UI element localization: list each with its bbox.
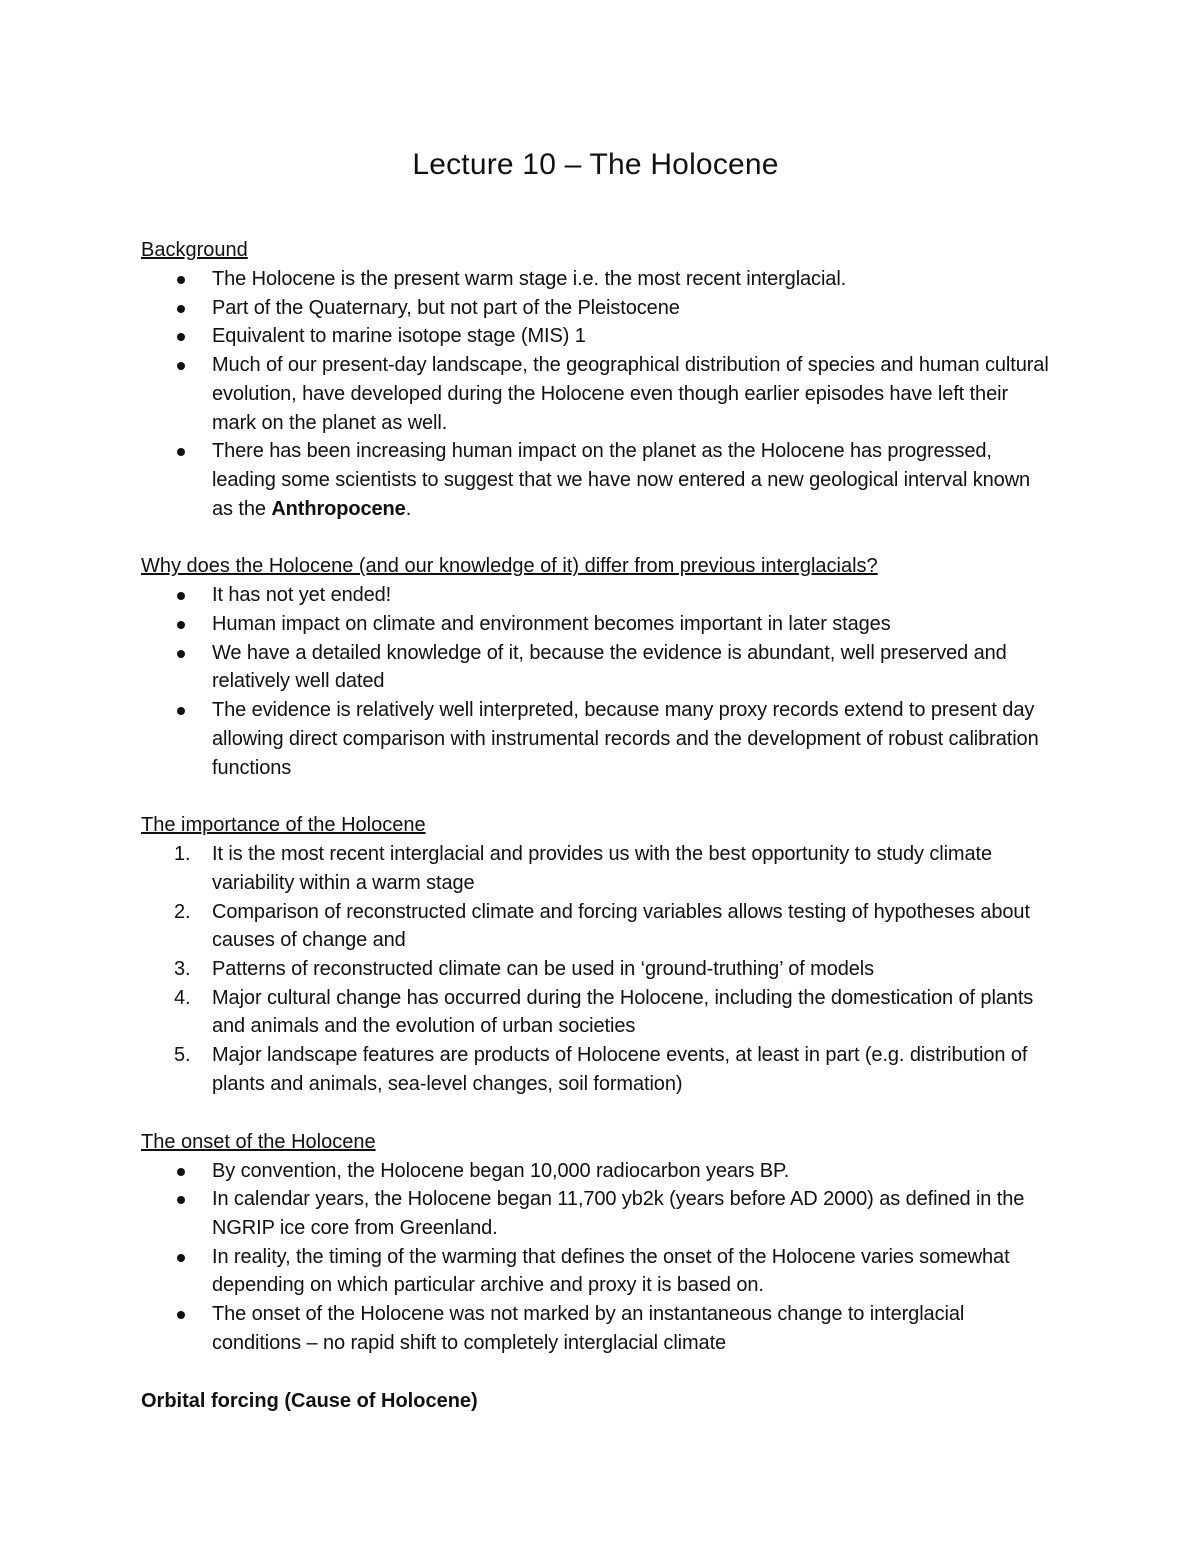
list-item: Part of the Quaternary, but not part of the Pleistocene <box>141 294 1050 323</box>
list-item: There has been increasing human impact on the planet as the Holocene has progressed, leading some scientists to suggest that we have now entered a new geological interval known as the Anthropocene. <box>141 437 1050 523</box>
list-number: 2. <box>174 900 191 923</box>
list-item: 3. Patterns of reconstructed climate can be used in ‘ground-truthing’ of models <box>141 955 1050 984</box>
bullet-icon <box>177 1168 185 1176</box>
bullet-icon <box>177 707 185 715</box>
list-item: We have a detailed knowledge of it, because the evidence is abundant, well preserved and relatively well dated <box>141 639 1050 696</box>
bullet-icon <box>177 276 185 284</box>
section-background <box>141 236 1050 523</box>
bullet-icon <box>177 1196 185 1204</box>
page-title: Lecture 10 – The Holocene <box>412 148 779 181</box>
list-item: In calendar years, the Holocene began 11,700 yb2k (years before AD 2000) as defined in the NGRIP ice core from Greenland. <box>141 1185 1050 1242</box>
list-item: 5. Major landscape features are products of Holocene events, at least in part (e.g. distribution of plants and animals, sea-level changes, soil formation) <box>141 1041 1050 1098</box>
bullet-list-background <box>141 265 1050 523</box>
list-item: The onset of the Holocene was not marked by an instantaneous change to interglacial conditions – no rapid shift to completely interglacial climate <box>141 1300 1050 1357</box>
list-item: 2. Comparison of reconstructed climate and forcing variables allows testing of hypotheses about causes of change and <box>141 898 1050 955</box>
section-heading-importance: The importance of the Holocene <box>141 814 426 837</box>
section-onset <box>141 1128 1050 1358</box>
numbered-list-importance <box>141 840 1050 1098</box>
list-item: It has not yet ended! <box>141 581 1050 610</box>
section-orbital <box>141 1387 1050 1416</box>
bullet-icon <box>177 650 185 658</box>
list-number: 1. <box>174 843 191 866</box>
list-number: 3. <box>174 958 191 981</box>
bullet-icon <box>177 362 185 370</box>
list-item: Equivalent to marine isotope stage (MIS) 1 <box>141 322 1050 351</box>
list-item: Much of our present-day landscape, the geographical distribution of species and human cultural evolution, have developed during the Holocene even though earlier episodes have left their mark on the planet as well. <box>141 351 1050 437</box>
section-heading-differ: Why does the Holocene (and our knowledge of it) differ from previous interglacials? <box>141 555 878 578</box>
list-number: 5. <box>174 1044 191 1067</box>
bullet-icon <box>177 1254 185 1262</box>
bullet-icon <box>177 1311 185 1319</box>
section-differ <box>141 552 1050 782</box>
list-number: 4. <box>174 986 191 1009</box>
section-heading-onset: The onset of the Holocene <box>141 1130 376 1153</box>
bullet-list-differ <box>141 581 1050 782</box>
bullet-list-onset <box>141 1157 1050 1358</box>
bold-term: Anthropocene <box>271 497 406 520</box>
list-item: The evidence is relatively well interpreted, because many proxy records extend to present day allowing direct comparison with instrumental records and the development of robust calibration functions <box>141 696 1050 782</box>
section-heading-orbital: Orbital forcing (Cause of Holocene) <box>141 1389 478 1412</box>
bullet-icon <box>177 448 185 456</box>
list-item: By convention, the Holocene began 10,000 radiocarbon years BP. <box>141 1157 1050 1186</box>
bullet-icon <box>177 333 185 341</box>
section-heading-background: Background <box>141 239 248 261</box>
bullet-icon <box>177 305 185 313</box>
list-item: 4. Major cultural change has occurred during the Holocene, including the domestication of plants and animals and the evolution of urban societies <box>141 984 1050 1041</box>
list-item: In reality, the timing of the warming that defines the onset of the Holocene varies somewhat depending on which particular archive and proxy it is based on. <box>141 1243 1050 1300</box>
list-item: Human impact on climate and environment becomes important in later stages <box>141 610 1050 639</box>
list-item: The Holocene is the present warm stage i.e. the most recent interglacial. <box>141 265 1050 294</box>
bullet-icon <box>177 592 185 600</box>
list-item: 1. It is the most recent interglacial and provides us with the best opportunity to study climate variability within a warm stage <box>141 840 1050 897</box>
section-importance <box>141 811 1050 1098</box>
bullet-icon <box>177 621 185 629</box>
